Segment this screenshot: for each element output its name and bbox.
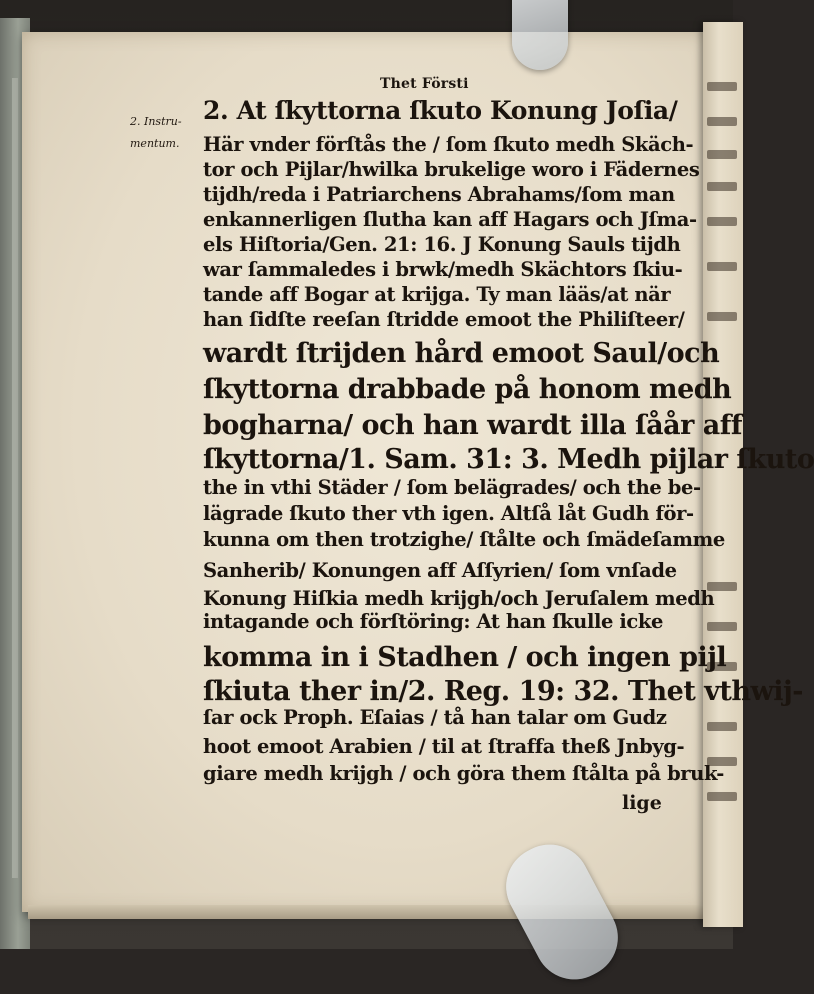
margin-note-line-2: mentum. (130, 137, 180, 150)
text-line-8: tande aff Bogar at krijga. Ty man lääs/at när (203, 283, 671, 306)
text-line-21: ſkiuta ther in/2. Reg. 19: 32. Thet vthwij- (203, 676, 803, 707)
text-line-17: Sanherib/ Konungen aff Aſſyrien/ ſom vnſade (203, 559, 677, 582)
text-line-10: wardt ſtrijden hård emoot Saul/och (203, 338, 720, 369)
running-head: Thet Försti (380, 76, 469, 92)
text-line-20: komma in i Stadhen / och ingen pijl (203, 642, 727, 673)
text-line-18: Konung Hiſkia medh krijgh/och Jeruſalem medh (203, 587, 715, 610)
text-line-16: kunna om then trotzighe/ ſtålte och ſmädeſamme (203, 528, 725, 551)
text-line-19: intagande och förſtöring: At han ſkulle icke (203, 610, 663, 633)
text-line-12: bogharna/ och han wardt illa ſåår aff (203, 410, 742, 441)
text-line-5: enkannerligen ſlutha kan aff Hagars och Jſma- (203, 208, 697, 231)
text-line-15: lägrade ſkuto ther vth igen. Altſå låt Gudh för- (203, 502, 694, 525)
text-line-23: hoot emoot Arabien / til at ſtraffa theß Jnbyg- (203, 735, 685, 758)
text-line-1: 2. At ſkyttorna ſkuto Konung Joſia/ (203, 96, 678, 125)
text-line-6: els Hiſtoria/Gen. 21: 16. J Konung Sauls tijdh (203, 233, 681, 256)
text-line-7: war ſammaledes i brwk/medh Skächtors ſkiu- (203, 258, 683, 281)
text-line-2: Här vnder förſtås the / ſom ſkuto medh Skäch- (203, 133, 694, 156)
text-line-9: han ſidſte reeſan ſtridde emoot the Philiſteer/ (203, 308, 685, 331)
margin-note-line-1: 2. Instru- (130, 115, 182, 128)
text-line-14: the in vthi Städer / ſom belägrades/ och the be- (203, 476, 701, 499)
text-line-13: ſkyttorna/1. Sam. 31: 3. Medh pijlar ſkuto (203, 444, 814, 475)
text-line-3: tor och Pijlar/hwilka brukelige woro i Fädernes (203, 158, 700, 181)
text-line-24: giare medh krijgh / och göra them ſtålta på bruk- (203, 762, 724, 785)
text-line-22: ſar ock Proph. Eſaias / tå han talar om Gudz (203, 706, 667, 729)
page-clip-top (512, 0, 568, 70)
text-line-4: tijdh/reda i Patriarchens Abrahams/ſom man (203, 183, 675, 206)
catchword: lige (622, 792, 662, 814)
text-line-11: ſkyttorna drabbade på honom medh (203, 374, 732, 405)
